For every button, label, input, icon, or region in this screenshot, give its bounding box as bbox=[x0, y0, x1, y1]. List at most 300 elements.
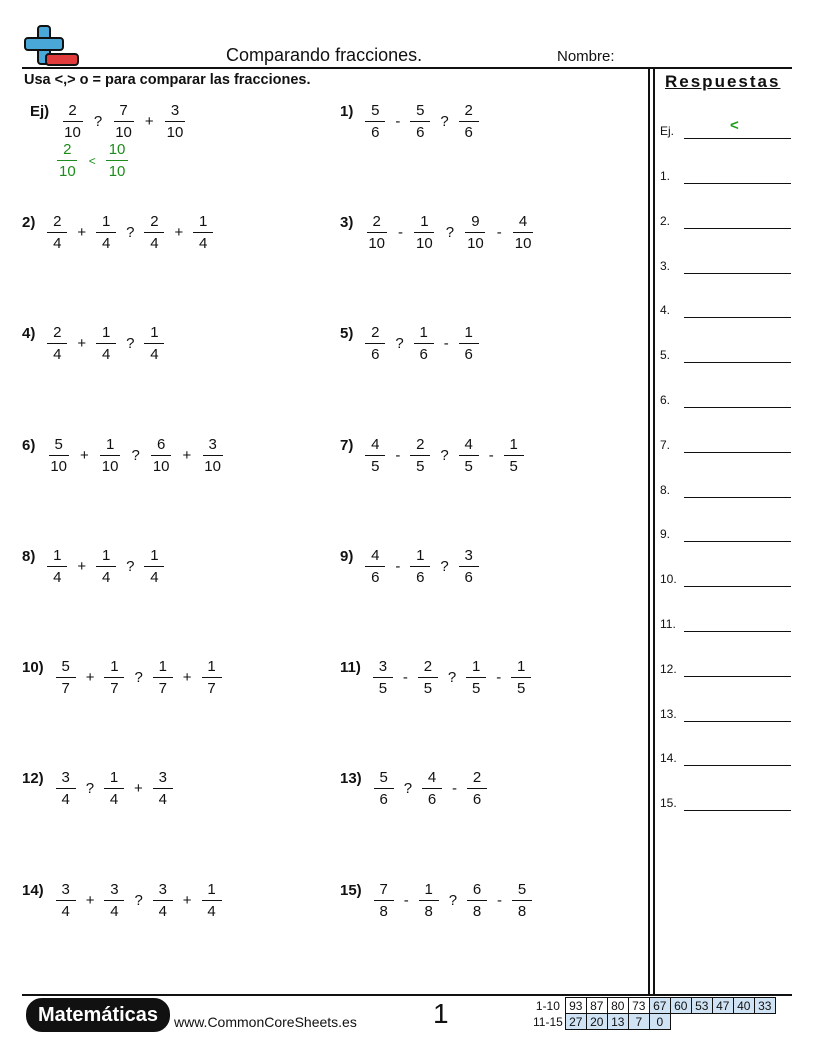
denominator: 6 bbox=[427, 791, 437, 808]
comparison-placeholder: ? bbox=[448, 892, 458, 909]
score-cell: 40 bbox=[733, 998, 754, 1014]
numerator: 2 bbox=[144, 213, 164, 233]
fraction bbox=[512, 213, 535, 252]
numerator: 1 bbox=[144, 547, 164, 567]
fraction bbox=[144, 213, 164, 252]
fraction bbox=[459, 436, 479, 475]
fraction bbox=[410, 102, 430, 141]
answer-label: 10. bbox=[660, 572, 677, 587]
score-cell: 87 bbox=[586, 998, 607, 1014]
numerator: 4 bbox=[365, 547, 385, 567]
comparison-placeholder: ? bbox=[134, 669, 143, 686]
fraction bbox=[365, 213, 388, 252]
problem-label: 11) bbox=[340, 659, 361, 676]
denominator: 4 bbox=[150, 235, 159, 252]
fraction bbox=[153, 769, 173, 808]
problem-label: 4) bbox=[22, 325, 36, 342]
site-url[interactable]: www.CommonCoreSheets.es bbox=[174, 1014, 357, 1030]
denominator: 4 bbox=[53, 569, 62, 586]
numerator: 1 bbox=[410, 547, 430, 567]
fraction bbox=[193, 213, 213, 252]
numerator: 1 bbox=[466, 658, 486, 678]
plus-minus-logo-icon bbox=[24, 24, 80, 68]
problem-label: 3) bbox=[340, 214, 354, 231]
answer-example-line bbox=[684, 138, 791, 139]
numerator: 9 bbox=[465, 213, 485, 233]
fraction bbox=[459, 547, 479, 586]
score-row-2 bbox=[530, 1014, 775, 1030]
denominator: 5 bbox=[371, 458, 380, 475]
answer-line[interactable] bbox=[684, 676, 791, 677]
numerator: 2 bbox=[47, 324, 67, 344]
denominator: 4 bbox=[150, 569, 159, 586]
problem-15 bbox=[340, 881, 532, 920]
problem-7 bbox=[340, 436, 524, 475]
numerator: 3 bbox=[56, 769, 76, 789]
name-label: Nombre: bbox=[557, 48, 615, 65]
numerator: 1 bbox=[193, 213, 213, 233]
operator: + bbox=[80, 447, 89, 464]
fraction bbox=[374, 881, 394, 920]
fraction bbox=[459, 324, 479, 363]
numerator: 4 bbox=[422, 769, 442, 789]
operator: + bbox=[85, 892, 95, 909]
example-solution bbox=[56, 141, 128, 180]
numerator: 1 bbox=[459, 324, 479, 344]
numerator: 4 bbox=[459, 436, 479, 456]
denominator: 10 bbox=[467, 235, 484, 252]
fraction bbox=[96, 547, 116, 586]
comparison-placeholder: ? bbox=[126, 558, 135, 575]
problem-12 bbox=[22, 769, 173, 808]
answer-column-divider bbox=[648, 68, 650, 996]
fraction bbox=[365, 436, 385, 475]
answers-title: Respuestas bbox=[665, 72, 781, 91]
numerator: 1 bbox=[47, 547, 67, 567]
fraction bbox=[47, 547, 67, 586]
denominator: 10 bbox=[416, 235, 433, 252]
numerator: 1 bbox=[202, 658, 222, 678]
denominator: 4 bbox=[101, 235, 111, 252]
answer-line[interactable] bbox=[684, 631, 791, 632]
fraction bbox=[96, 324, 116, 363]
problem-label: 9) bbox=[340, 548, 354, 565]
problem-label: 14) bbox=[22, 882, 44, 899]
operator: + bbox=[77, 558, 87, 575]
denominator: 6 bbox=[416, 569, 425, 586]
operator: - bbox=[497, 892, 503, 909]
fraction bbox=[104, 769, 124, 808]
denominator: 10 bbox=[514, 235, 532, 252]
score-table bbox=[530, 997, 776, 1030]
answer-line[interactable] bbox=[684, 273, 791, 274]
problem-11 bbox=[340, 658, 531, 697]
header-divider bbox=[22, 67, 792, 69]
operator: - bbox=[402, 669, 408, 686]
problem-label: 7) bbox=[340, 437, 354, 454]
problem-label: 1) bbox=[340, 103, 354, 120]
problem-label: 5) bbox=[340, 325, 354, 342]
problem-label: 8) bbox=[22, 548, 36, 565]
operator: - bbox=[398, 224, 404, 241]
denominator: 10 bbox=[204, 458, 221, 475]
answer-line[interactable] bbox=[684, 362, 791, 363]
numerator: 5 bbox=[56, 658, 76, 678]
answer-label: 9. bbox=[660, 527, 671, 542]
operator: - bbox=[452, 780, 458, 797]
comparison-placeholder: ? bbox=[403, 780, 413, 797]
denominator: 7 bbox=[158, 680, 167, 697]
score-cell: 73 bbox=[628, 998, 649, 1014]
fraction bbox=[56, 769, 76, 808]
fraction bbox=[464, 213, 487, 252]
logo bbox=[24, 24, 80, 68]
score-cell: 53 bbox=[691, 998, 712, 1014]
numerator: 3 bbox=[459, 547, 479, 567]
denominator: 4 bbox=[53, 235, 62, 252]
denominator: 4 bbox=[110, 903, 119, 920]
operator: - bbox=[395, 447, 401, 464]
denominator: 5 bbox=[378, 680, 388, 697]
denominator: 8 bbox=[517, 903, 527, 920]
fraction bbox=[374, 769, 394, 808]
fraction bbox=[99, 436, 122, 475]
answer-line[interactable] bbox=[684, 586, 791, 587]
numerator: 1 bbox=[104, 658, 124, 678]
fraction bbox=[202, 658, 222, 697]
operator: + bbox=[77, 224, 87, 241]
page-number: 1 bbox=[433, 998, 449, 1029]
fraction bbox=[512, 881, 532, 920]
operator: - bbox=[395, 558, 401, 575]
operator: - bbox=[488, 447, 494, 464]
denominator: 4 bbox=[207, 903, 216, 920]
score-cell: 60 bbox=[670, 998, 691, 1014]
problem-label: 12) bbox=[22, 770, 44, 787]
answer-label: 11. bbox=[660, 617, 676, 631]
fraction bbox=[56, 658, 76, 697]
fraction bbox=[56, 881, 76, 920]
fraction bbox=[104, 881, 124, 920]
comparison-placeholder: ? bbox=[131, 447, 140, 464]
operator: + bbox=[144, 113, 154, 130]
operator: ? bbox=[93, 113, 103, 130]
fraction bbox=[365, 324, 385, 363]
denominator: 4 bbox=[53, 346, 62, 363]
score-cell: 47 bbox=[712, 998, 733, 1014]
answer-column-divider-2 bbox=[653, 68, 655, 996]
fraction: $\frac{2}{10}$ bbox=[59, 141, 76, 180]
problem-2 bbox=[22, 213, 213, 252]
comparison-placeholder: ? bbox=[440, 558, 449, 575]
answer-label: 15. bbox=[660, 796, 677, 811]
denominator: 6 bbox=[464, 124, 473, 141]
numerator: 1 bbox=[96, 213, 116, 233]
numerator: 1 bbox=[104, 769, 124, 789]
operator: + bbox=[182, 447, 192, 464]
denominator: 5 bbox=[509, 458, 518, 475]
denominator: 6 bbox=[371, 569, 380, 586]
fraction bbox=[413, 213, 436, 252]
score-cell: 13 bbox=[607, 1014, 628, 1030]
answer-line[interactable] bbox=[684, 183, 791, 184]
numerator: 5 bbox=[374, 769, 394, 789]
numerator: 5 bbox=[49, 436, 69, 456]
denominator: 10 bbox=[101, 458, 119, 475]
numerator: 7 bbox=[374, 881, 394, 901]
denominator: 6 bbox=[379, 791, 388, 808]
answer-line[interactable] bbox=[684, 317, 791, 318]
fraction: $\frac{10}{10}$ bbox=[106, 141, 129, 180]
worksheet-title: Comparando fracciones. bbox=[226, 45, 423, 65]
denominator: 4 bbox=[199, 235, 208, 252]
comparison-placeholder: ? bbox=[440, 113, 449, 130]
answer-line[interactable] bbox=[684, 721, 791, 722]
fraction bbox=[467, 881, 487, 920]
denominator: 8 bbox=[472, 903, 482, 920]
subject-badge: Matemáticas bbox=[26, 998, 170, 1032]
denominator: 6 bbox=[464, 569, 473, 586]
numerator: 1 bbox=[419, 881, 439, 901]
fraction bbox=[410, 547, 430, 586]
numerator: 6 bbox=[151, 436, 171, 456]
fraction bbox=[47, 436, 70, 475]
denominator: 6 bbox=[472, 791, 482, 808]
numerator: 3 bbox=[373, 658, 393, 678]
operator: - bbox=[395, 113, 401, 130]
answer-label: 4. bbox=[660, 303, 671, 318]
denominator: 10 bbox=[368, 235, 386, 252]
numerator: 2 bbox=[467, 769, 487, 789]
numerator: 2 bbox=[418, 658, 438, 678]
example-label: Ej) bbox=[30, 103, 50, 120]
answer-line[interactable] bbox=[684, 228, 791, 229]
numerator: 3 bbox=[104, 881, 124, 901]
problem-13 bbox=[340, 769, 487, 808]
score-cell: 33 bbox=[754, 998, 775, 1014]
comparison-placeholder: ? bbox=[126, 335, 135, 352]
denominator: 4 bbox=[101, 569, 111, 586]
fraction bbox=[459, 102, 479, 141]
numerator: 3 bbox=[153, 881, 173, 901]
problem-10 bbox=[22, 658, 222, 697]
score-cell: 93 bbox=[565, 998, 586, 1014]
fraction bbox=[373, 658, 393, 697]
operator: - bbox=[496, 224, 502, 241]
answer-line[interactable] bbox=[684, 765, 791, 766]
numerator: 1 bbox=[96, 547, 116, 567]
problem-label: 6) bbox=[22, 437, 36, 454]
fraction bbox=[202, 881, 222, 920]
answer-label: 7. bbox=[660, 437, 671, 452]
fraction bbox=[365, 102, 385, 141]
numerator: 2 bbox=[367, 213, 387, 233]
problem-6 bbox=[22, 436, 224, 475]
denominator: 4 bbox=[158, 903, 167, 920]
example-problem bbox=[30, 102, 186, 141]
comparison-sign: < bbox=[88, 153, 96, 168]
operator: + bbox=[174, 224, 184, 241]
answer-label: 5. bbox=[660, 348, 671, 363]
operator: + bbox=[77, 335, 87, 352]
score-cell: 80 bbox=[607, 998, 628, 1014]
answer-label: 1. bbox=[660, 169, 671, 183]
denominator: 7 bbox=[61, 680, 70, 697]
fraction bbox=[47, 324, 67, 363]
numerator: 1 bbox=[414, 213, 434, 233]
problem-3 bbox=[340, 213, 534, 252]
problem-label: 15) bbox=[340, 882, 362, 899]
answer-example-value: < bbox=[730, 117, 739, 134]
fraction: $\frac{2}{10}$ bbox=[64, 102, 81, 141]
denominator: 4 bbox=[158, 791, 167, 808]
fraction bbox=[150, 436, 173, 475]
fraction bbox=[365, 547, 385, 586]
answer-label: 8. bbox=[660, 482, 671, 497]
numerator: 4 bbox=[365, 436, 385, 456]
numerator: 1 bbox=[100, 436, 120, 456]
numerator: 2 bbox=[410, 436, 430, 456]
denominator: 5 bbox=[472, 680, 481, 697]
numerator: 5 bbox=[410, 102, 430, 122]
denominator: 10 bbox=[152, 458, 170, 475]
comparison-placeholder: ? bbox=[395, 335, 404, 352]
denominator: 6 bbox=[419, 346, 428, 363]
numerator: 1 bbox=[153, 658, 173, 678]
fraction bbox=[467, 769, 487, 808]
comparison-placeholder: ? bbox=[126, 224, 135, 241]
comparison-placeholder: ? bbox=[445, 224, 455, 241]
problem-label: 2) bbox=[22, 214, 36, 231]
fraction bbox=[96, 213, 116, 252]
fraction: $\frac{7}{10}$ bbox=[115, 102, 132, 141]
answer-line[interactable] bbox=[684, 810, 791, 811]
operator: - bbox=[443, 335, 449, 352]
numerator: 2 bbox=[47, 213, 67, 233]
denominator: 4 bbox=[150, 346, 159, 363]
denominator: 6 bbox=[371, 124, 380, 141]
answer-line[interactable] bbox=[684, 541, 791, 542]
fraction: $\frac{3}{10}$ bbox=[166, 102, 184, 141]
denominator: 5 bbox=[416, 458, 425, 475]
comparison-placeholder: ? bbox=[447, 669, 457, 686]
answer-label: 2. bbox=[660, 213, 671, 228]
numerator: 2 bbox=[365, 324, 385, 344]
score-row-label: 1-10 bbox=[535, 998, 560, 1013]
problem-label: 10) bbox=[22, 659, 44, 676]
answer-example-label: Ej. bbox=[660, 124, 675, 138]
problem-label: 13) bbox=[340, 770, 362, 787]
fraction bbox=[153, 658, 173, 697]
problem-1 bbox=[340, 102, 479, 141]
fraction bbox=[201, 436, 224, 475]
answer-label: 3. bbox=[660, 258, 671, 273]
denominator: 5 bbox=[464, 458, 473, 475]
score-row-label: 11-15 bbox=[533, 1014, 563, 1029]
problem-5 bbox=[340, 324, 479, 363]
instructions: Usa <,> o = para comparar las fracciones. bbox=[24, 72, 311, 88]
denominator: 6 bbox=[464, 346, 473, 363]
numerator: 3 bbox=[203, 436, 223, 456]
answer-label: 12. bbox=[660, 661, 677, 676]
numerator: 3 bbox=[56, 881, 76, 901]
denominator: 7 bbox=[110, 680, 119, 697]
numerator: 1 bbox=[504, 436, 524, 456]
operator: + bbox=[182, 892, 192, 909]
fraction bbox=[410, 436, 430, 475]
operator: - bbox=[403, 892, 409, 909]
problem-8 bbox=[22, 547, 164, 586]
numerator: 5 bbox=[365, 102, 385, 122]
denominator: 7 bbox=[207, 680, 216, 697]
comparison-placeholder: ? bbox=[85, 780, 95, 797]
numerator: 5 bbox=[512, 881, 532, 901]
denominator: 6 bbox=[416, 124, 425, 141]
fraction bbox=[153, 881, 173, 920]
fraction bbox=[504, 436, 524, 475]
fraction bbox=[418, 658, 438, 697]
fraction bbox=[466, 658, 486, 697]
answer-label: 6. bbox=[660, 393, 671, 407]
numerator: 1 bbox=[144, 324, 164, 344]
fraction bbox=[47, 213, 67, 252]
fraction bbox=[419, 881, 439, 920]
denominator: 4 bbox=[61, 791, 70, 808]
denominator: 5 bbox=[517, 680, 526, 697]
numerator: 1 bbox=[96, 324, 116, 344]
numerator: 6 bbox=[467, 881, 487, 901]
score-cell: 67 bbox=[649, 998, 670, 1014]
numerator: 4 bbox=[513, 213, 533, 233]
fraction bbox=[104, 658, 124, 697]
answer-line[interactable] bbox=[684, 452, 791, 453]
fraction bbox=[144, 547, 164, 586]
score-cell: 7 bbox=[628, 1014, 649, 1030]
comparison-placeholder: ? bbox=[134, 892, 143, 909]
denominator: 4 bbox=[101, 346, 111, 363]
denominator: 6 bbox=[371, 346, 380, 363]
score-cell: 0 bbox=[649, 1014, 670, 1030]
fraction bbox=[144, 324, 164, 363]
numerator: 1 bbox=[511, 658, 531, 678]
answer-line[interactable] bbox=[684, 497, 791, 498]
denominator: 5 bbox=[423, 680, 433, 697]
denominator: 8 bbox=[379, 903, 388, 920]
footer-divider bbox=[22, 994, 792, 996]
operator: - bbox=[496, 669, 502, 686]
score-row-1 bbox=[530, 998, 775, 1014]
problem-14 bbox=[22, 881, 222, 920]
fraction bbox=[511, 658, 531, 697]
operator: + bbox=[182, 669, 192, 686]
fraction bbox=[422, 769, 442, 808]
score-cell: 20 bbox=[586, 1014, 607, 1030]
denominator: 4 bbox=[109, 791, 119, 808]
comparison-placeholder: ? bbox=[440, 447, 449, 464]
denominator: 4 bbox=[61, 903, 70, 920]
numerator: 1 bbox=[414, 324, 434, 344]
answer-label: 14. bbox=[660, 751, 677, 766]
operator: + bbox=[134, 780, 143, 797]
answer-line[interactable] bbox=[684, 407, 791, 408]
fraction bbox=[414, 324, 434, 363]
answer-label: 13. bbox=[660, 706, 677, 721]
denominator: 10 bbox=[50, 458, 68, 475]
problem-4 bbox=[22, 324, 164, 363]
score-cell: 27 bbox=[565, 1014, 586, 1030]
operator: + bbox=[85, 669, 95, 686]
numerator: 1 bbox=[202, 881, 222, 901]
